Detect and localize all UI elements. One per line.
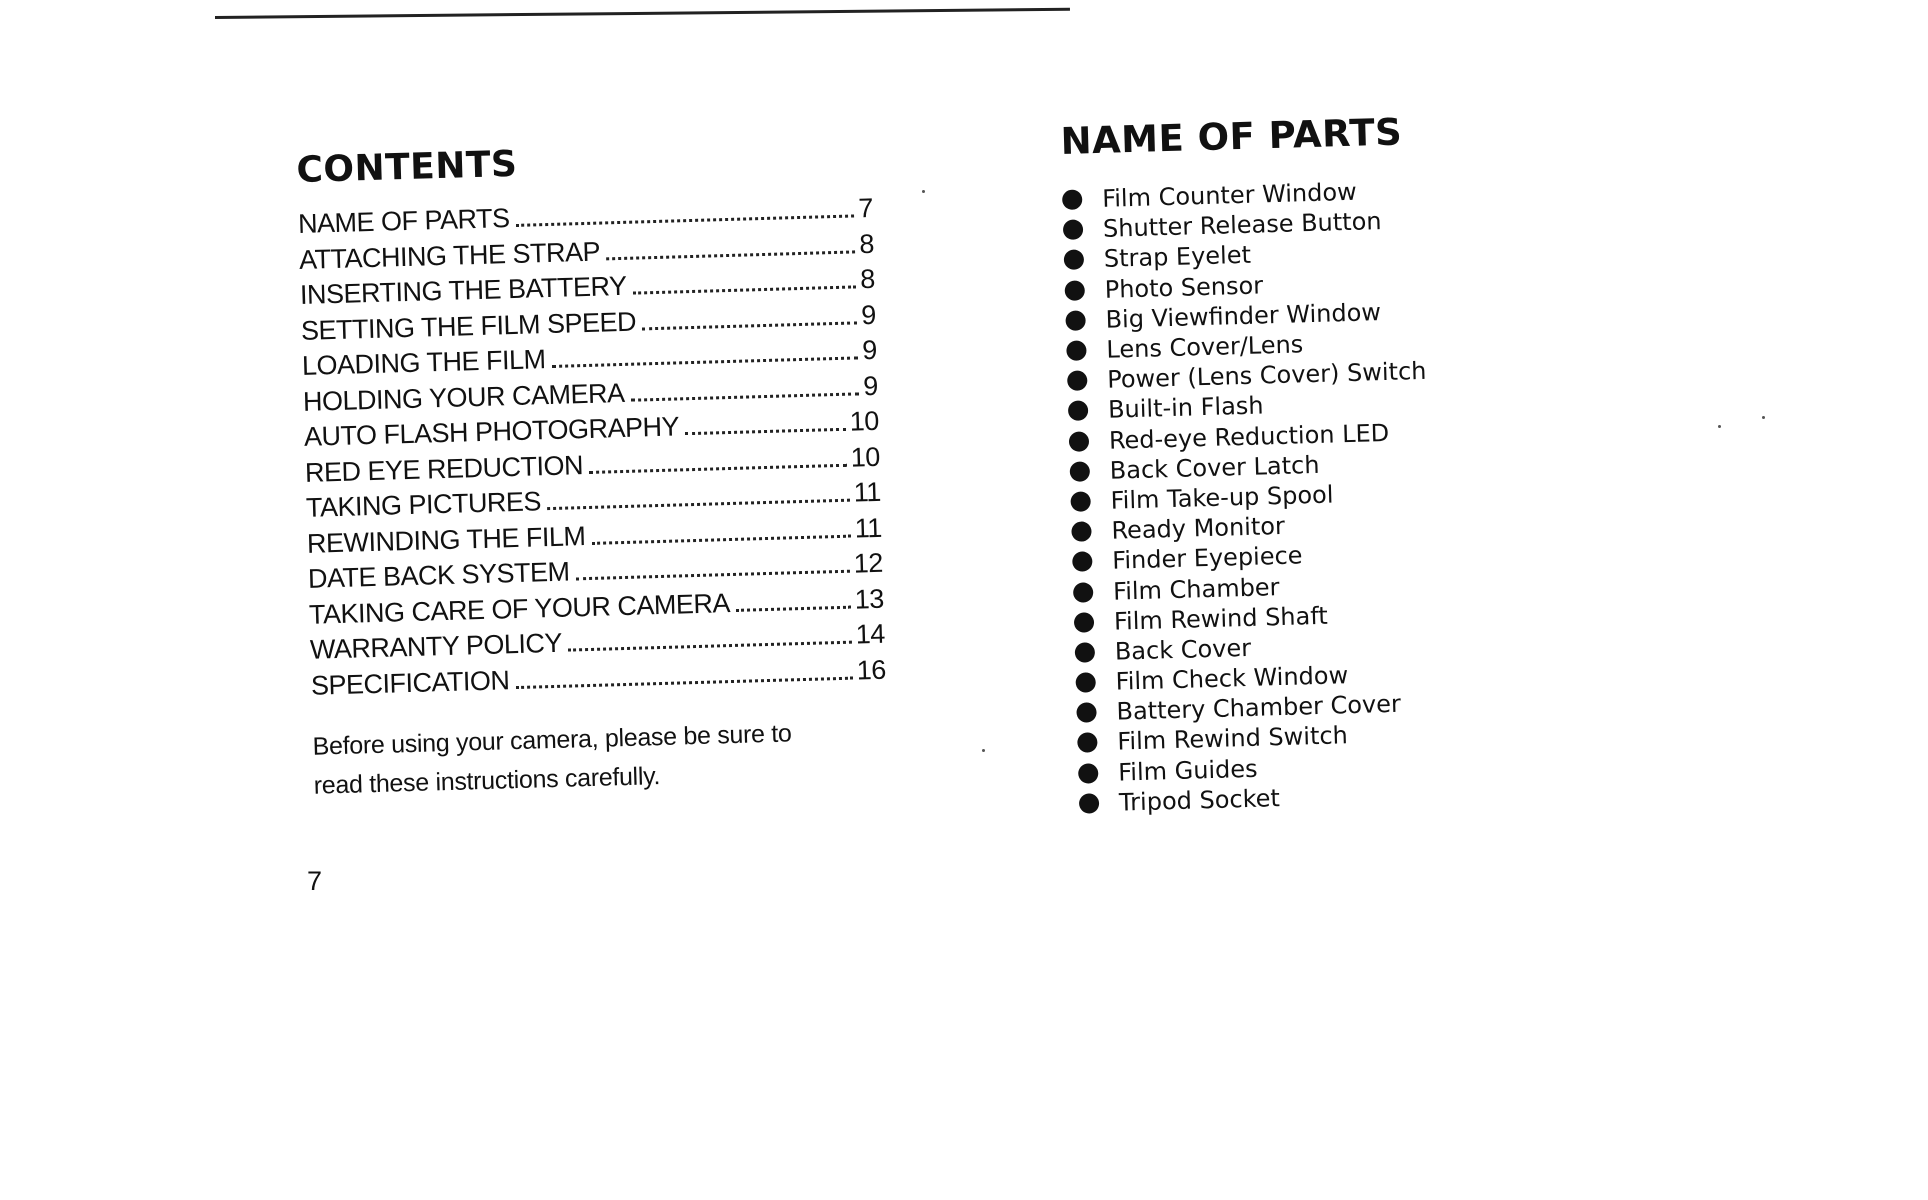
- toc-dot-leader: [642, 321, 857, 330]
- toc-entry-page: 10: [849, 405, 880, 437]
- toc-entry-page: 8: [858, 228, 875, 259]
- numbered-circle-icon: [1074, 612, 1095, 633]
- part-label: Film Counter Window: [1101, 177, 1358, 213]
- toc-entry-label: HOLDING YOUR CAMERA: [302, 377, 625, 417]
- toc-dot-leader: [552, 356, 859, 368]
- numbered-circle-icon: [1070, 491, 1091, 512]
- numbered-circle-icon: [1066, 340, 1087, 361]
- toc-entry-label: LOADING THE FILM: [301, 344, 546, 381]
- toc-dot-leader: [631, 392, 860, 401]
- part-label: Film Guides: [1117, 754, 1258, 787]
- part-label: Film Check Window: [1115, 661, 1349, 696]
- toc-entry-label: SPECIFICATION: [310, 664, 510, 701]
- name-of-parts-page: [1060, 105, 1599, 818]
- toc-entry-page: 11: [854, 512, 883, 544]
- part-label: Finder Eyepiece: [1111, 541, 1303, 576]
- toc-entry-label: RED EYE REDUCTION: [304, 449, 584, 488]
- parts-list: [1062, 170, 1599, 818]
- toc-entry-page: 14: [855, 618, 886, 650]
- toc-entry-page: 9: [862, 370, 879, 401]
- toc-entry-page: 13: [854, 583, 885, 615]
- part-label: Back Cover: [1114, 633, 1252, 666]
- numbered-circle-icon: [1078, 763, 1099, 784]
- numbered-circle-icon: [1075, 642, 1096, 663]
- toc-entry-label: DATE BACK SYSTEM: [307, 556, 570, 594]
- speck: [922, 190, 925, 193]
- top-rule: [215, 8, 1070, 19]
- toc-entry-label: ATTACHING THE STRAP: [298, 236, 601, 275]
- speck: [982, 749, 985, 752]
- part-label: Photo Sensor: [1104, 271, 1264, 304]
- toc-entry-label: TAKING CARE OF YOUR CAMERA: [308, 587, 731, 630]
- toc-dot-leader: [633, 285, 857, 294]
- note-line-1: Before using your camera, please be sure to: [312, 719, 792, 761]
- toc-entry-label: NAME OF PARTS: [297, 203, 510, 239]
- toc-dot-leader: [736, 605, 851, 611]
- toc-dot-leader: [589, 463, 847, 473]
- numbered-circle-icon: [1062, 190, 1083, 211]
- toc-entry-label: WARRANTY POLICY: [309, 627, 563, 665]
- part-label: Back Cover Latch: [1109, 450, 1320, 485]
- numbered-circle-icon: [1067, 371, 1088, 392]
- numbered-circle-icon: [1064, 280, 1085, 301]
- numbered-circle-icon: [1073, 582, 1094, 603]
- part-label: Power (Lens Cover) Switch: [1106, 357, 1427, 394]
- toc-entry-label: REWINDING THE FILM: [306, 520, 586, 559]
- toc-list: [298, 193, 887, 706]
- part-label: Battery Chamber Cover: [1116, 690, 1402, 726]
- part-label: Film Rewind Switch: [1117, 721, 1349, 757]
- toc-dot-leader: [685, 428, 846, 435]
- numbered-circle-icon: [1063, 220, 1084, 241]
- toc-entry-page: 7: [857, 192, 874, 224]
- numbered-circle-icon: [1068, 401, 1089, 422]
- part-label: Red-eye Reduction LED: [1108, 418, 1390, 455]
- numbered-circle-icon: [1072, 552, 1093, 573]
- part-label: Strap Eyelet: [1103, 241, 1252, 274]
- numbered-circle-icon: [1065, 310, 1086, 331]
- numbered-circle-icon: [1071, 521, 1092, 542]
- toc-entry-page: 16: [856, 654, 887, 686]
- part-label: Tripod Socket: [1118, 783, 1281, 817]
- numbered-circle-icon: [1075, 672, 1096, 693]
- toc-dot-leader: [592, 534, 851, 544]
- toc-entry-label: INSERTING THE BATTERY: [299, 270, 627, 310]
- numbered-circle-icon: [1079, 793, 1100, 814]
- toc-dot-leader: [606, 250, 855, 260]
- toc-entry-page: 12: [853, 547, 884, 579]
- speck: [1718, 425, 1721, 428]
- toc-dot-leader: [568, 641, 852, 652]
- toc-dot-leader: [547, 499, 850, 510]
- toc-dot-leader: [516, 676, 853, 688]
- toc-entry-page: 8: [859, 263, 876, 295]
- numbered-circle-icon: [1077, 733, 1098, 754]
- numbered-circle-icon: [1070, 461, 1091, 482]
- toc-dot-leader: [576, 570, 850, 581]
- parts-title: NAME OF PARTS: [1060, 110, 1403, 163]
- part-label: Shutter Release Button: [1102, 207, 1382, 244]
- part-label: Film Chamber: [1112, 572, 1280, 606]
- toc-dot-leader: [516, 214, 855, 226]
- contents-title: CONTENTS: [296, 143, 518, 191]
- numbered-circle-icon: [1064, 250, 1085, 271]
- toc-entry-page: 9: [860, 299, 877, 330]
- part-label: Lens Cover/Lens: [1106, 330, 1304, 364]
- toc-entry-page: 11: [853, 476, 882, 508]
- part-label: Built-in Flash: [1107, 391, 1264, 425]
- note-line-2: read these instructions carefully.: [313, 762, 661, 800]
- part-label: Film Rewind Shaft: [1113, 601, 1329, 636]
- numbered-circle-icon: [1076, 702, 1097, 723]
- part-label: Big Viewfinder Window: [1105, 297, 1382, 334]
- instructions-note: [312, 712, 889, 806]
- toc-entry-label: SETTING THE FILM SPEED: [300, 306, 637, 346]
- toc-entry-page: 9: [861, 334, 878, 366]
- numbered-circle-icon: [1069, 431, 1090, 452]
- part-label: Ready Monitor: [1111, 512, 1286, 545]
- toc-entry-label: TAKING PICTURES: [305, 486, 542, 523]
- speck: [1762, 416, 1765, 419]
- toc-entry-page: 10: [850, 441, 881, 473]
- part-label: Film Take-up Spool: [1110, 480, 1334, 515]
- toc-entry-label: AUTO FLASH PHOTOGRAPHY: [303, 411, 680, 452]
- contents-page: [296, 134, 890, 831]
- page-number: 7: [307, 866, 323, 896]
